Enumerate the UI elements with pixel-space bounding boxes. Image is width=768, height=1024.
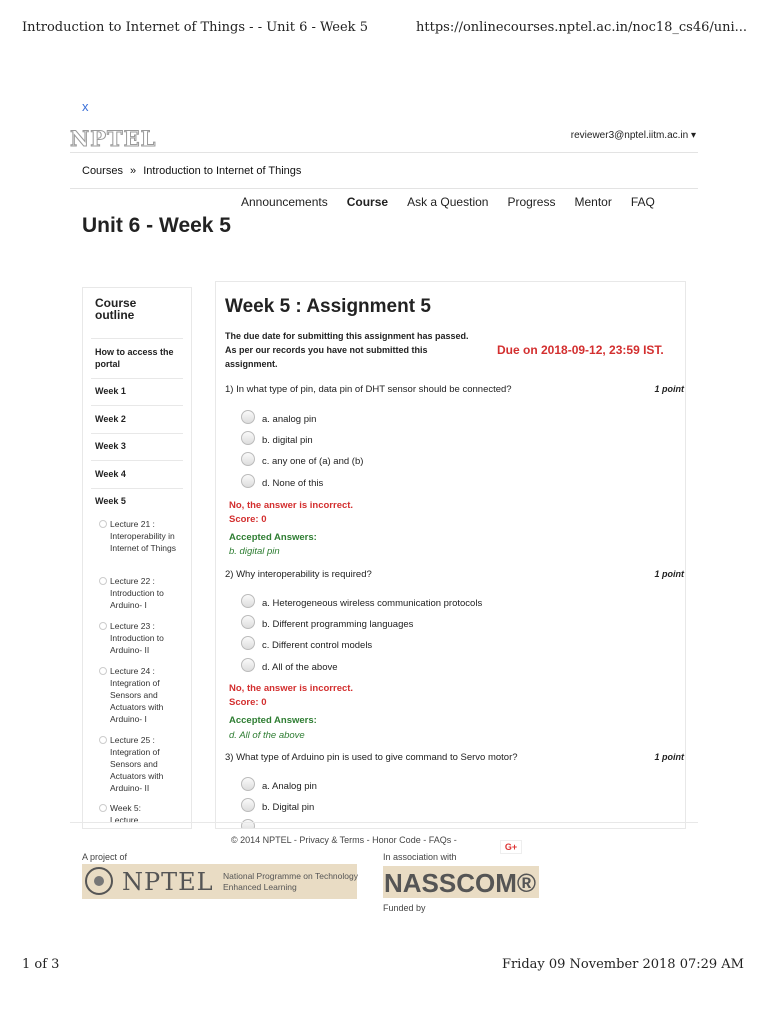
option-label: d. None of this [262, 478, 324, 489]
option-label: c. Different control models [262, 640, 373, 651]
course-outline-sidebar [82, 287, 192, 829]
accepted-answer: d. All of the above [229, 730, 305, 741]
divider [70, 152, 698, 153]
nptel-banner-word: NPTEL [122, 868, 214, 896]
radio-button[interactable] [241, 615, 255, 629]
lecture-label: Lecture 25 : Integration of Sensors and Actuators with Arduino- II [110, 735, 164, 793]
footer-divider [70, 822, 698, 823]
nav-ask-question[interactable]: Ask a Question [407, 195, 489, 209]
radio-button[interactable] [241, 452, 255, 466]
sidebar-item-portal[interactable]: How to access the portal [95, 347, 174, 369]
divider [91, 460, 183, 461]
accepted-answer: b. digital pin [229, 546, 280, 557]
due-date: Due on 2018-09-12, 23:59 IST. [497, 343, 664, 357]
divider [70, 188, 698, 189]
sidebar-item-week-3[interactable]: Week 3 [95, 441, 126, 451]
sidebar-title: Course outline [95, 296, 137, 322]
divider [91, 338, 183, 339]
association-label: In association with [383, 852, 457, 862]
print-header-title: Introduction to Internet of Things - - Unit 6 - Week 5 [22, 20, 368, 35]
lecture-status-icon [99, 667, 107, 675]
lecture-label: Lecture 21 : Interoperability in Internet of Things [110, 519, 176, 553]
project-of-label: A project of [82, 852, 128, 862]
nptel-emblem-icon [85, 867, 113, 895]
due-note-not-submitted: As per our records you have not submitted this assignment. [225, 345, 428, 369]
course-nav [241, 195, 674, 209]
breadcrumb [82, 165, 305, 177]
divider [91, 405, 183, 406]
score: Score: 0 [229, 697, 267, 708]
nav-progress[interactable]: Progress [507, 195, 556, 209]
option-label: a. analog pin [262, 414, 317, 425]
lecture-label: Lecture 22 : Introduction to Arduino- I [110, 576, 164, 610]
accepted-answers-label: Accepted Answers: [229, 532, 317, 543]
radio-button[interactable] [241, 658, 255, 672]
option-label: b. Digital pin [262, 802, 315, 813]
nasscom-word: NASSCOM® [384, 868, 537, 898]
radio-button[interactable] [241, 777, 255, 791]
lecture-status-icon [99, 736, 107, 744]
radio-button[interactable] [241, 819, 255, 829]
page-title: Unit 6 - Week 5 [82, 214, 231, 237]
radio-button[interactable] [241, 594, 255, 608]
option-label: a. Analog pin [262, 781, 317, 792]
breadcrumb-courses[interactable]: Courses [82, 165, 123, 177]
radio-button[interactable] [241, 431, 255, 445]
assignment-panel [215, 281, 686, 829]
lecture-label: Week 5: Lecture [110, 803, 142, 825]
lecture-label: Lecture 23 : Introduction to Arduino- II [110, 621, 164, 655]
lecture-status-icon [99, 804, 107, 812]
option-label: d. All of the above [262, 662, 338, 673]
nptel-logo[interactable]: NPTEL [70, 126, 157, 151]
radio-button[interactable] [241, 410, 255, 424]
sidebar-item-week-2[interactable]: Week 2 [95, 414, 126, 424]
lecture-status-icon [99, 577, 107, 585]
score: Score: 0 [229, 514, 267, 525]
feedback-incorrect: No, the answer is incorrect. [229, 500, 354, 511]
funded-by-label: Funded by [383, 903, 426, 913]
question-text: 3) What type of Arduino pin is used to give command to Servo motor? [225, 752, 518, 763]
radio-button[interactable] [241, 636, 255, 650]
google-plus-icon[interactable]: G+ [500, 840, 522, 854]
lecture-label: Lecture 24 : Integration of Sensors and Actuators with Arduino- I [110, 666, 164, 724]
radio-button[interactable] [241, 798, 255, 812]
divider [91, 488, 183, 489]
question-text: 2) Why interoperability is required? [225, 569, 372, 580]
accepted-answers-label: Accepted Answers: [229, 715, 317, 726]
sidebar-item-week-1[interactable]: Week 1 [95, 386, 126, 396]
sidebar-item-week-5[interactable]: Week 5 [95, 496, 126, 506]
lecture-status-icon [99, 520, 107, 528]
user-menu[interactable]: reviewer3@nptel.iitm.ac.in ▾ [570, 130, 696, 141]
question-text: 1) In what type of pin, data pin of DHT sensor should be connected? [225, 384, 512, 395]
footer-links[interactable]: © 2014 NPTEL - Privacy & Terms - Honor Code - FAQs - [231, 835, 457, 845]
print-datetime: Friday 09 November 2018 07:29 AM [501, 957, 744, 972]
assignment-title: Week 5 : Assignment 5 [225, 296, 431, 317]
divider [91, 433, 183, 434]
feedback-incorrect: No, the answer is incorrect. [229, 683, 354, 694]
question-points: 1 point [654, 384, 684, 394]
divider [91, 378, 183, 379]
breadcrumb-separator: » [130, 165, 137, 177]
question-points: 1 point [654, 569, 684, 579]
radio-button[interactable] [241, 474, 255, 488]
option-label: b. digital pin [262, 435, 313, 446]
question-points: 1 point [654, 752, 684, 762]
lecture-status-icon [99, 622, 107, 630]
close-link[interactable]: x [82, 99, 89, 114]
print-page-number: 1 of 3 [22, 957, 60, 972]
due-note [225, 329, 475, 371]
print-header-url: https://onlinecourses.nptel.ac.in/noc18_cs46/uni... [416, 20, 748, 35]
option-label: a. Heterogeneous wireless communication protocols [262, 598, 483, 609]
nasscom-banner[interactable] [383, 866, 539, 898]
nav-mentor[interactable]: Mentor [574, 195, 612, 209]
due-note-passed: The due date for submitting this assignment has passed. [225, 331, 469, 341]
nav-course[interactable]: Course [346, 195, 389, 209]
breadcrumb-course[interactable]: Introduction to Internet of Things [143, 165, 302, 177]
option-label: c. any one of (a) and (b) [262, 456, 364, 467]
nav-faq[interactable]: FAQ [630, 195, 655, 209]
sidebar-item-week-4[interactable]: Week 4 [95, 469, 126, 479]
nav-announcements[interactable]: Announcements [241, 195, 328, 209]
option-label: b. Different programming languages [262, 619, 414, 630]
nptel-tagline: National Programme on Technology Enhanced Learning [223, 871, 358, 892]
nptel-banner[interactable] [82, 864, 357, 899]
